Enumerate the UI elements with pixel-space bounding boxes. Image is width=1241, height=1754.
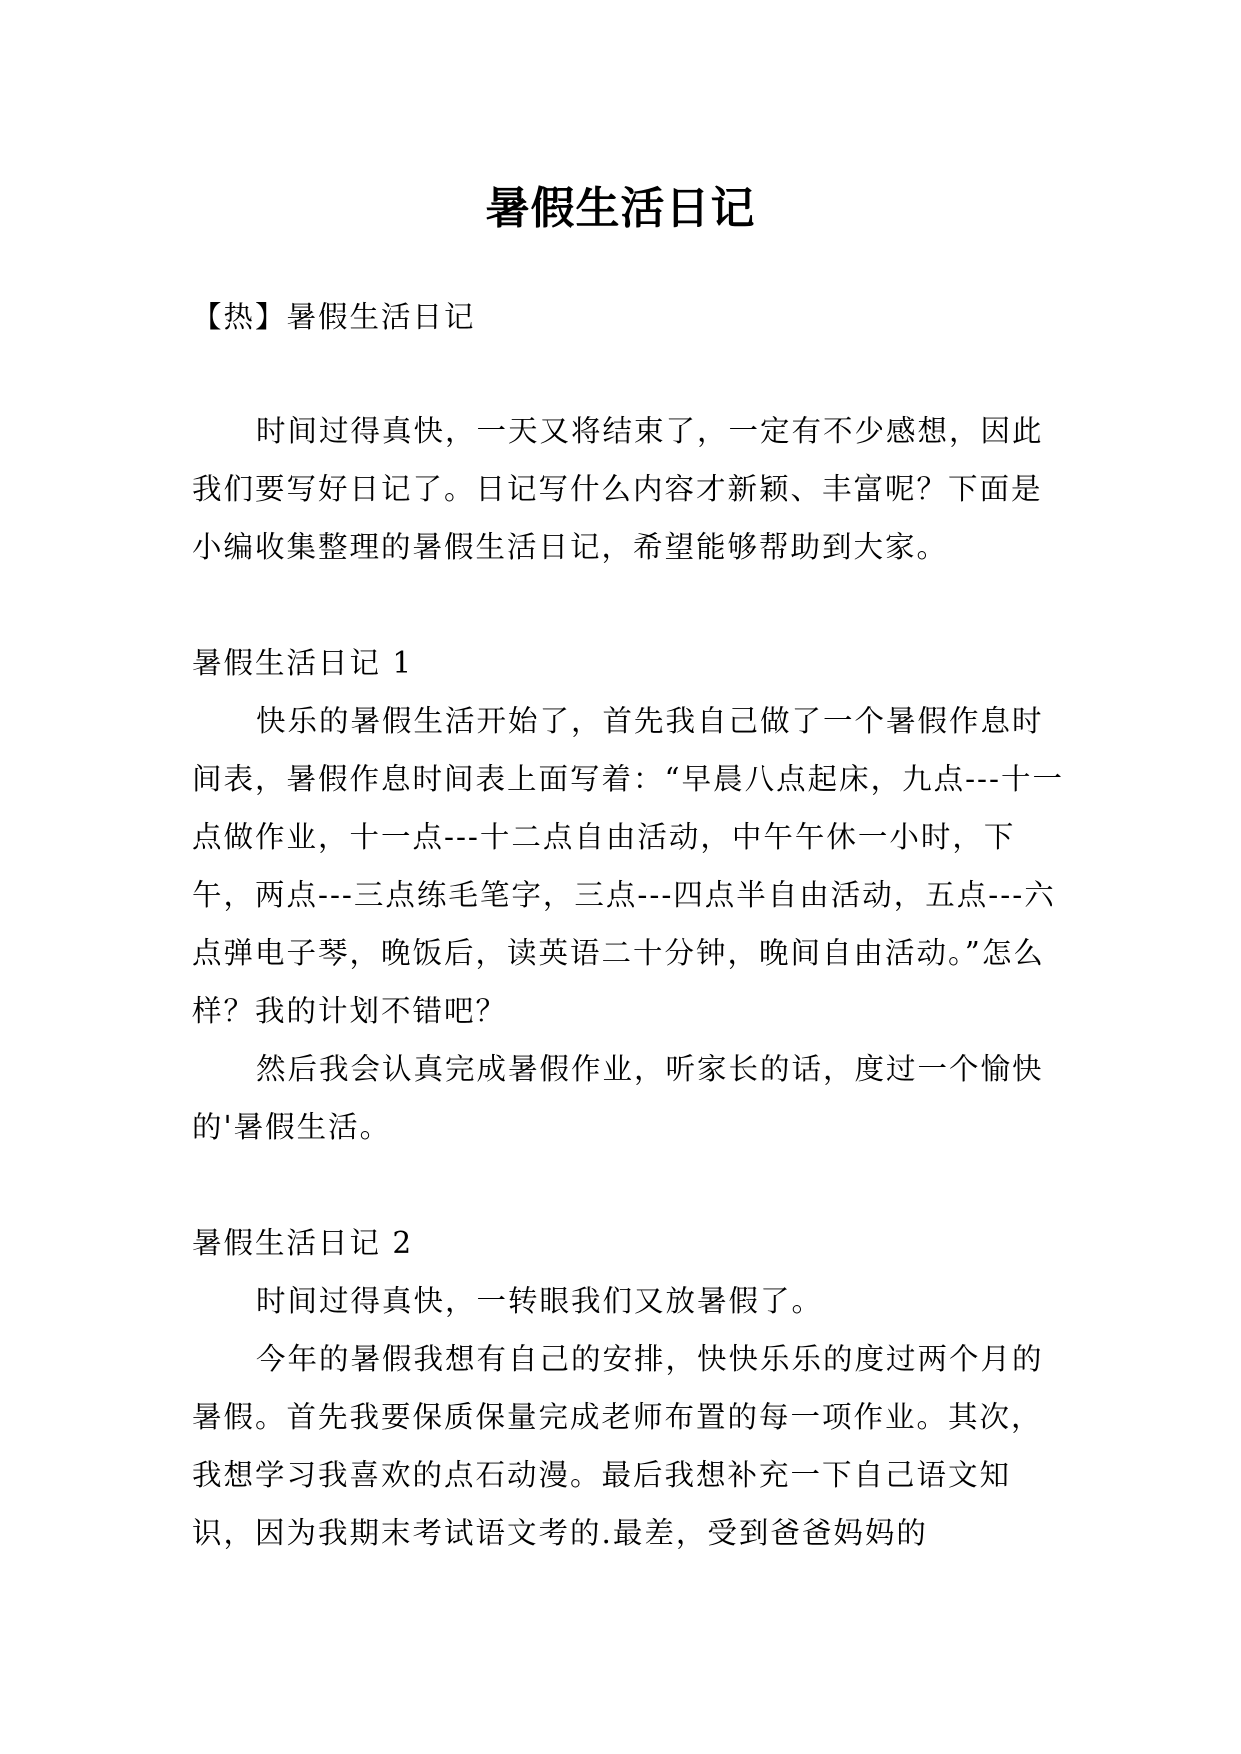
section-1-paragraph-1: 快乐的暑假生活开始了，首先我自己做了一个暑假作息时间表，暑假作息时间表上面写着：“早晨八点起床，九点---十一点做作业，十一点---十二点自由活动，中午午休一小时，下午，两点---三点练毛笔字，三点---四点半自由活动，五点---六点弹电子琴，晚饭后，读英语二十分钟，晚间自由活动。”怎么样？我的计划不错吧？ (192, 704, 1064, 1028)
document-subtitle: 【热】暑假生活日记 (192, 300, 476, 334)
section-heading-2: 暑假生活日记 2 (192, 1226, 414, 1260)
section-heading-1: 暑假生活日记 1 (192, 646, 414, 680)
section-2-paragraph-2: 今年的暑假我想有自己的安排，快快乐乐的度过两个月的暑假。首先我要保质保量完成老师布置的每一项作业。其次，我想学习我喜欢的点石动漫。最后我想补充一下自己语文知识，因为我期末考试语文考的.最差，受到爸爸妈妈的 (192, 1342, 1044, 1550)
section-1-paragraph-2: 然后我会认真完成暑假作业，听家长的话，度过一个愉快的'暑假生活。 (192, 1052, 1044, 1144)
intro-paragraph: 时间过得真快，一天又将结束了，一定有不少感想，因此我们要写好日记了。日记写什么内容才新颖、丰富呢？下面是小编收集整理的暑假生活日记，希望能够帮助到大家。 (192, 414, 1044, 564)
section-2-paragraph-1: 时间过得真快，一转眼我们又放暑假了。 (256, 1284, 824, 1318)
document-title: 暑假生活日记 (485, 183, 756, 235)
